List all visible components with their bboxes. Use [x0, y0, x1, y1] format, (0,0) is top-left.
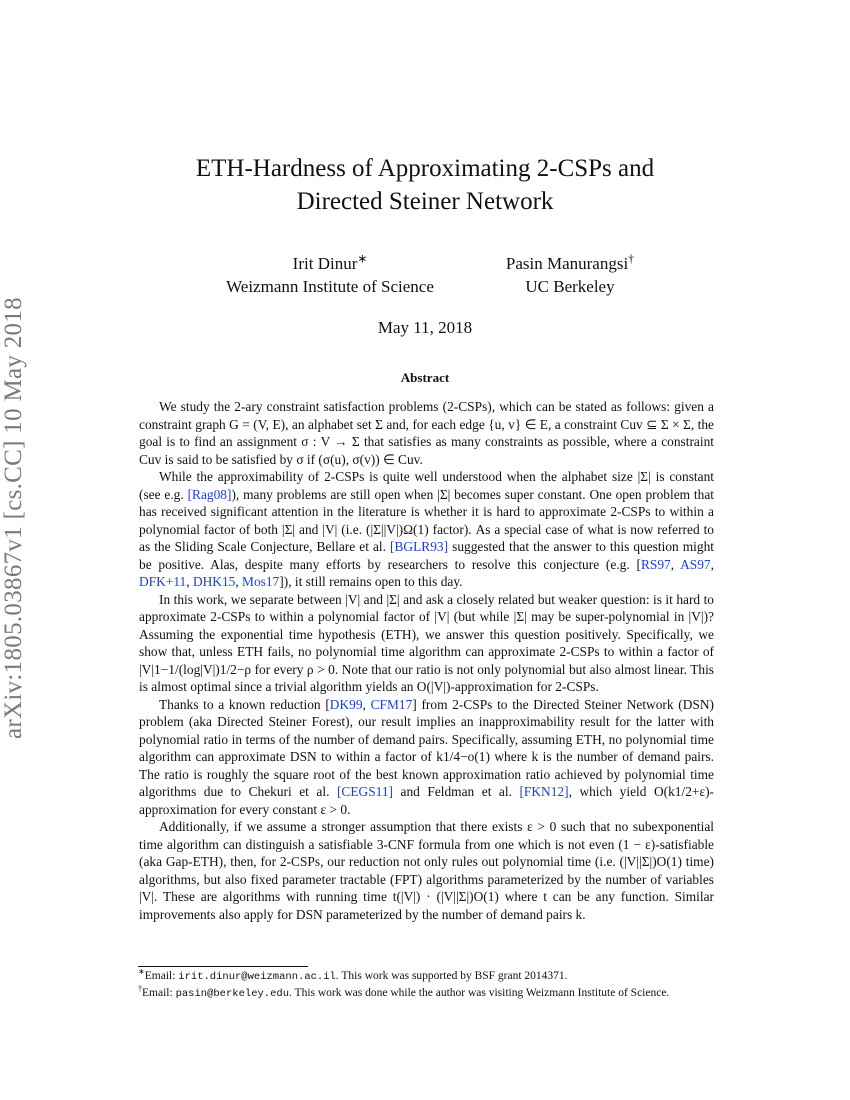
author-1-name: Irit Dinur	[292, 254, 358, 273]
author-2	[470, 252, 670, 298]
footnote-1: ∗Email: irit.dinur@weizmann.ac.il. This work was supported by BSF grant 2014371.	[138, 967, 568, 983]
citation-mos17[interactable]: Mos17	[242, 574, 280, 589]
citation-fkn12[interactable]: [FKN12]	[519, 784, 569, 799]
footnotes	[138, 968, 738, 1002]
abstract-body	[139, 398, 714, 923]
abstract-paragraph-2: While the approximability of 2-CSPs is quite well understood when the alphabet size |Σ| is constant (see e.g. [Rag08]), many problems are still open when |Σ| becomes super constant. One open problem that has received significant attention in the literature is whether it is hard to approximate 2-CSPs to within a polynomial factor of both |Σ| and |V| (i.e. (|Σ||V|)Ω(1) factor). As a special case of what is now referred to as the Sliding Scale Conjecture, Bellare et al. [BGLR93] suggested that the answer to this question might be positive. Alas, despite many efforts by researchers to resolve this conjecture (e.g. [RS97, AS97, DFK+11, DHK15, Mos17]), it still remains open to this day.	[139, 469, 715, 589]
abstract-heading: Abstract	[400, 370, 450, 385]
arxiv-stamp: arXiv:1805.03867v1 [cs.CC] 10 May 2018	[0, 297, 27, 739]
citation-rag08[interactable]: [Rag08]	[187, 486, 232, 502]
citation-dhk15[interactable]: DHK15	[192, 574, 236, 589]
abstract-paragraph-3: In this work, we separate between |V| and |Σ| and ask a closely related but weaker question: is it hard to approximate 2-CSPs to within a polynomial factor of |V| (but while |Σ| may be super-polynomial in |V|)? Assuming the exponential time hypothesis (ETH), we answer this question positively. Specifically, we show that, unless ETH fails, no polynomial time algorithm can approximate 2-CSPs to within a factor of |V|1−1/(log|V|)1/2−ρ for every ρ > 0. Note that our ratio is not only polynomial but also almost linear. This is almost optimal since a trivial algorithm yields an O(|V|)-approximation for 2-CSPs.	[139, 591, 714, 694]
footnote-2: †Email: pasin@berkeley.edu. This work was done while the author was visiting Weizmann Institute of Science.	[138, 984, 670, 1000]
citation-rs97[interactable]: RS97	[640, 556, 671, 572]
author-2-affiliation: UC Berkeley	[525, 277, 615, 296]
citation-as97[interactable]: AS97	[680, 556, 711, 572]
footnote-2-email[interactable]: pasin@berkeley.edu	[175, 988, 289, 1000]
author-2-mark: †	[628, 251, 635, 266]
citation-dfk11[interactable]: DFK+11	[139, 574, 187, 589]
abstract-paragraph-5: Additionally, if we assume a stronger assumption that there exists ε > 0 such that no subexponential time algorithm can distinguish a satisfiable 3-CNF formula from one which is not even (1 − ε)-satisfiable (aka Gap-ETH), then, for 2-CSPs, our reduction not only rules out polynomial time (i.e. (|V||Σ|)O(1) time) algorithms, but also fixed parameter tractable (FPT) algorithms parameterized by the number of variables |V|. These are algorithms with running time t(|V|) · (|V||Σ|)O(1) where t can be any function. Similar improvements also apply for DSN parameterized by the number of demand pairs k.	[139, 819, 714, 922]
author-1	[205, 252, 455, 298]
title-line-1: ETH-Hardness of Approximating 2-CSPs and	[195, 155, 655, 182]
citation-cfm17[interactable]: CFM17	[370, 696, 413, 712]
author-2-name: Pasin Manurangsi	[505, 254, 629, 273]
author-1-affiliation: Weizmann Institute of Science	[226, 277, 434, 296]
footnote-1-email[interactable]: irit.dinur@weizmann.ac.il	[178, 971, 336, 983]
footnote-rule	[138, 966, 308, 967]
paper-title	[0, 152, 850, 218]
title-line-2: Directed Steiner Network	[296, 188, 554, 215]
paper-date: May 11, 2018	[377, 318, 473, 337]
citation-cegs11[interactable]: [CEGS11]	[336, 784, 393, 799]
author-1-mark: ∗	[357, 251, 368, 266]
abstract-paragraph-1: We study the 2-ary constraint satisfaction problems (2-CSPs), which can be stated as follows: given a constraint graph G = (V, E), an alphabet set Σ and, for each edge {u, v} ∈ E, a constraint Cuv ⊆ Σ × Σ, the goal is to find an assignment σ : V → Σ that satisfies as many constraints as possible, where a constraint Cuv is said to be satisfied by σ if (σ(u), σ(v)) ∈ Cuv.	[139, 399, 714, 467]
abstract-paragraph-4: Thanks to a known reduction [DK99, CFM17] from 2-CSPs to the Directed Steiner Network (DSN) problem (aka Directed Steiner Forest), our result implies an inapproximability result for the latter with polynomial ratio in terms of the number of demand pairs. Specifically, assuming ETH, no polynomial time algorithm can approximate DSN to within a factor of k1/4−o(1) where k is the number of demand pairs. The ratio is roughly the square root of the best known approximation ratio achieved by polynomial time algorithms due to Chekuri et al. [CEGS11] and Feldman et al. [FKN12], which yield O(k1/2+ε)-approximation for every constant ε > 0.	[139, 696, 715, 817]
citation-dk99[interactable]: DK99	[329, 696, 363, 712]
citation-bglr93[interactable]: [BGLR93]	[390, 539, 449, 554]
